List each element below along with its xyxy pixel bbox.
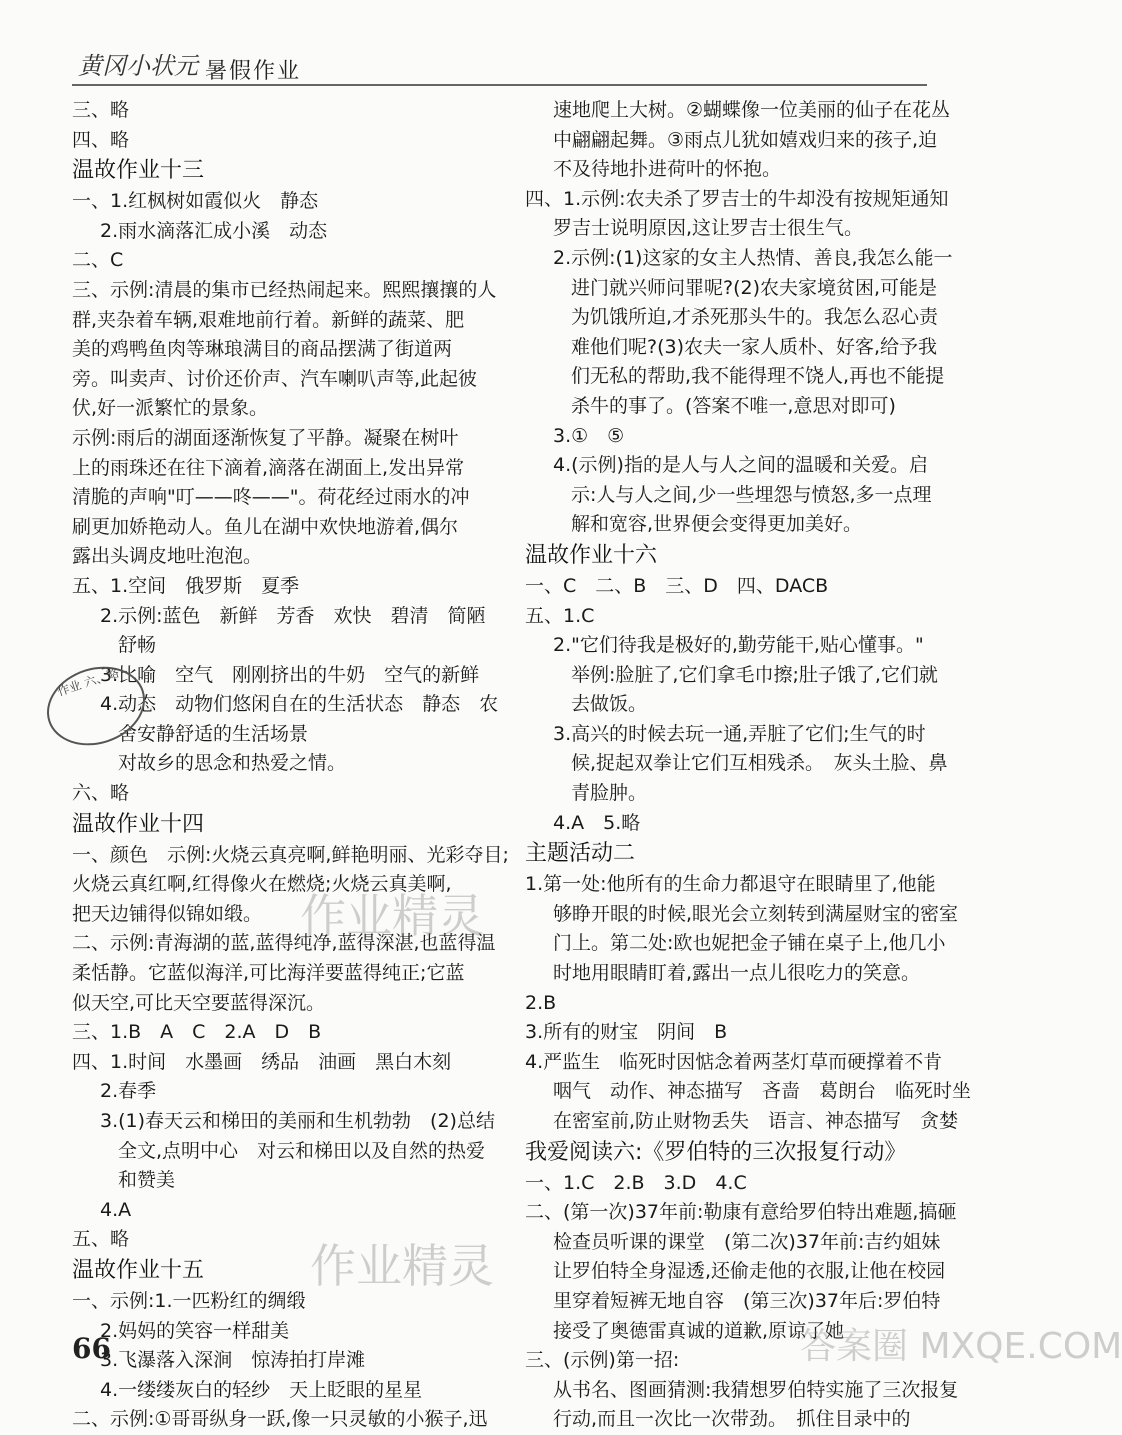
answer-line: 3.(1)春天云和梯田的美丽和生机勃勃 (2)总结	[100, 1110, 495, 1132]
answer-line: 2.B	[525, 991, 557, 1014]
answer-line: 行动,而且一次比一次带劲。 抓住目录中的	[553, 1408, 911, 1431]
answer-line: 候,捉起双拳让它们互相残杀。 灰头土脸、鼻	[571, 752, 948, 775]
answer-line: 为饥饿所迫,才杀死那头牛的。我怎么忍心责	[571, 306, 939, 329]
answer-line: 罗吉士说明原因,这让罗吉士很生气。	[553, 217, 864, 240]
answer-line: 2.雨水滴落汇成小溪 动态	[100, 219, 328, 242]
answer-line: 柔恬静。它蓝似海洋,可比海洋要蓝得纯正;它蓝	[72, 962, 465, 985]
answer-line: 4.动态 动物们悠闲自在的生活状态 静态 农	[100, 693, 499, 716]
answer-line: 一、1.红枫树如霞似火 静态	[72, 190, 319, 213]
answer-line: 不及待地扑进荷叶的怀抱。	[553, 158, 782, 181]
answer-line: 一、C 二、B 三、D 四、DACB	[525, 574, 829, 597]
answer-line: 三、略	[72, 99, 130, 121]
answer-line: 里穿着短裤无地自容 (第三次)37年后:罗伯特	[553, 1289, 941, 1312]
answer-line: 3.飞瀑落入深涧 惊涛拍打岸滩	[100, 1349, 366, 1372]
answer-line: 伏,好一派繁忙的景象。	[72, 397, 269, 420]
answer-line: 示例:雨后的湖面逐渐恢复了平静。凝聚在树叶	[72, 426, 459, 449]
answer-line: 露出头调皮地吐泡泡。	[72, 545, 263, 568]
answer-line: 四、1.示例:农夫杀了罗吉士的牛却没有按规矩通知	[525, 187, 949, 210]
watermark: 作业精灵	[300, 889, 484, 943]
answer-line: 一、颜色 示例:火烧云真亮啊,鲜艳明丽、光彩夺目;	[72, 843, 509, 866]
answer-line: 三、1.B A C 2.A D B	[72, 1021, 322, 1044]
answer-line: 清脆的声响"叮——咚——"。荷花经过雨水的冲	[72, 486, 470, 509]
answer-line: 接受了奥德雷真诚的道歉,原谅了她	[553, 1319, 845, 1342]
answer-line: 2.示例:蓝色 新鲜 芳香 欢快 碧清 简陋	[100, 604, 486, 627]
answer-line: 火烧云真红啊,红得像火在燃烧;火烧云真美啊,	[72, 873, 452, 896]
answer-line: 舍安静舒适的生活场景	[118, 722, 309, 745]
answer-line: 全文,点明中心 对云和梯田以及自然的热爱	[118, 1139, 486, 1162]
answer-line: 3.高兴的时候去玩一通,弄脏了它们;生气的时	[553, 722, 926, 745]
section-heading: 主题活动二	[525, 841, 636, 867]
watermark-site: 答案圈 MXQE.COM	[800, 1326, 1122, 1367]
stamp-mark: 作业 六、略	[37, 654, 156, 757]
answer-line: 4.严监生 临死时因惦念着两茎灯草而硬撑着不肯	[525, 1050, 943, 1073]
answer-line: 咽气 动作、神态描写 吝啬 葛朗台 临死时坐	[553, 1080, 972, 1103]
answer-line: 们无私的帮助,我不能得理不饶人,再也不能提	[571, 365, 945, 388]
answer-line: 青脸肿。	[571, 782, 648, 805]
page-header	[0, 0, 1000, 90]
watermark: 作业精灵	[310, 1239, 494, 1293]
answer-line: 去做饭。	[571, 693, 648, 716]
answer-line: 把天边铺得似锦如缎。	[72, 902, 263, 925]
series-title: 暑假作业	[205, 59, 302, 84]
answer-line: 1.第一处:他所有的生命力都退守在眼睛里了,他能	[525, 873, 936, 896]
answer-line: 速地爬上大树。②蝴蝶像一位美丽的仙子在花丛	[553, 99, 951, 121]
answer-line: 解和宽容,世界便会变得更加美好。	[571, 513, 863, 536]
answer-line: 四、略	[72, 128, 130, 151]
answer-line: 难他们呢?(3)农夫一家人质朴、好客,给予我	[571, 335, 938, 358]
answer-line: 进门就兴师问罪呢?(2)农夫家境贫困,可能是	[571, 276, 938, 299]
answer-line: 示:人与人之间,少一些埋怨与愤怒,多一点理	[571, 483, 932, 506]
section-heading: 温故作业十五	[72, 1257, 205, 1283]
answer-line: 五、1.C	[525, 604, 595, 627]
answer-line: 杀牛的事了。(答案不唯一,意思对即可)	[571, 394, 896, 417]
answer-line: 4.(示例)指的是人与人之间的温暖和关爱。启	[553, 454, 928, 477]
answer-line: 2.示例:(1)这家的女主人热情、善良,我怎么能一	[553, 246, 953, 269]
answer-line: 一、1.C 2.B 3.D 4.C	[525, 1171, 747, 1194]
answer-line: 3.① ⑤	[553, 424, 625, 447]
header-rule	[72, 84, 927, 86]
answer-line: 美的鸡鸭鱼肉等琳琅满目的商品摆满了街道两	[72, 338, 453, 361]
section-heading: 温故作业十三	[72, 158, 205, 184]
answer-line: 上的雨珠还在往下滴着,滴落在湖面上,发出异常	[72, 456, 465, 479]
section-heading: 温故作业十四	[72, 811, 205, 837]
answer-line: 2."它们待我是极好的,勤劳能干,贴心懂事。"	[553, 634, 924, 657]
answer-line: 2.春季	[100, 1080, 157, 1103]
answer-line: 旁。叫卖声、讨价还价声、汽车喇叭声等,此起彼	[72, 367, 478, 390]
answer-line: 3.比喻 空气 刚刚挤出的牛奶 空气的新鲜	[100, 663, 480, 686]
answer-line: 4.A	[100, 1198, 132, 1221]
answer-line: 3.所有的财宝 阴间 B	[525, 1021, 728, 1044]
answer-line: 中翩翩起舞。③雨点儿犹如嬉戏归来的孩子,迫	[553, 128, 938, 151]
answer-line: 和赞美	[118, 1169, 176, 1192]
answer-line: 门上。第二处:欧也妮把金子铺在桌子上,他几小	[553, 932, 946, 955]
right-column	[525, 96, 970, 1435]
answer-line: 够睁开眼的时候,眼光会立刻转到满屋财宝的密室	[553, 902, 959, 925]
answer-line: 4.A 5.略	[553, 811, 641, 834]
answer-line: 让罗伯特全身湿透,还偷走他的衣服,让他在校园	[553, 1260, 946, 1283]
answer-line: 刷更加娇艳动人。鱼儿在湖中欢快地游着,偶尔	[72, 515, 459, 538]
answer-line: 一、示例:1.一匹粉红的绸缎	[72, 1289, 306, 1312]
answer-line: 三、示例:清晨的集市已经热闹起来。熙熙攘攘的人	[72, 278, 497, 301]
answer-line: 举例:脸脏了,它们拿毛巾擦;肚子饿了,它们就	[571, 663, 938, 686]
answer-line: 五、略	[72, 1228, 130, 1251]
answer-line: 在密室前,防止财物丢失 语言、神态描写 贪婪	[553, 1110, 959, 1132]
answer-line: 三、(示例)第一招:	[525, 1349, 680, 1372]
answer-line: 二、示例:青海湖的蓝,蓝得纯净,蓝得深湛,也蓝得温	[72, 932, 496, 955]
section-heading: 我爱阅读六:《罗伯特的三次报复行动》	[525, 1139, 907, 1165]
page-number: 66	[72, 1332, 111, 1365]
answer-line: 二、C	[72, 249, 124, 272]
answer-line: 群,夹杂着车辆,艰难地前行着。新鲜的蔬菜、肥	[72, 308, 465, 331]
brand-logo: 黄冈小状元	[78, 52, 198, 80]
section-heading: 温故作业十六	[525, 542, 658, 568]
answer-line: 4.一缕缕灰白的轻纱 天上眨眼的星星	[100, 1378, 423, 1401]
answer-line: 五、1.空间 俄罗斯 夏季	[72, 574, 300, 597]
answer-line: 从书名、图画猜测:我猜想罗伯特实施了三次报复	[553, 1378, 959, 1401]
answer-line: 六、略	[72, 782, 130, 805]
answer-line: 检查员听课的课堂 (第二次)37年前:吉约姐妹	[553, 1230, 941, 1253]
answer-line: 舒畅	[118, 634, 157, 657]
answer-line: 二、(第一次)37年前:勒康有意给罗伯特出难题,搞砸	[525, 1201, 957, 1224]
answer-line: 2.妈妈的笑容一样甜美	[100, 1319, 290, 1342]
answer-line: 似天空,可比天空要蓝得深沉。	[72, 991, 326, 1014]
answer-line: 二、示例:①哥哥纵身一跃,像一只灵敏的小猴子,迅	[72, 1408, 488, 1431]
answer-line: 四、1.时间 水墨画 绣品 油画 黑白木刻	[72, 1050, 452, 1073]
answer-line: 对故乡的思念和热爱之情。	[118, 752, 347, 775]
answer-line: 时地用眼睛盯着,露出一点儿很吃力的笑意。	[553, 962, 921, 985]
